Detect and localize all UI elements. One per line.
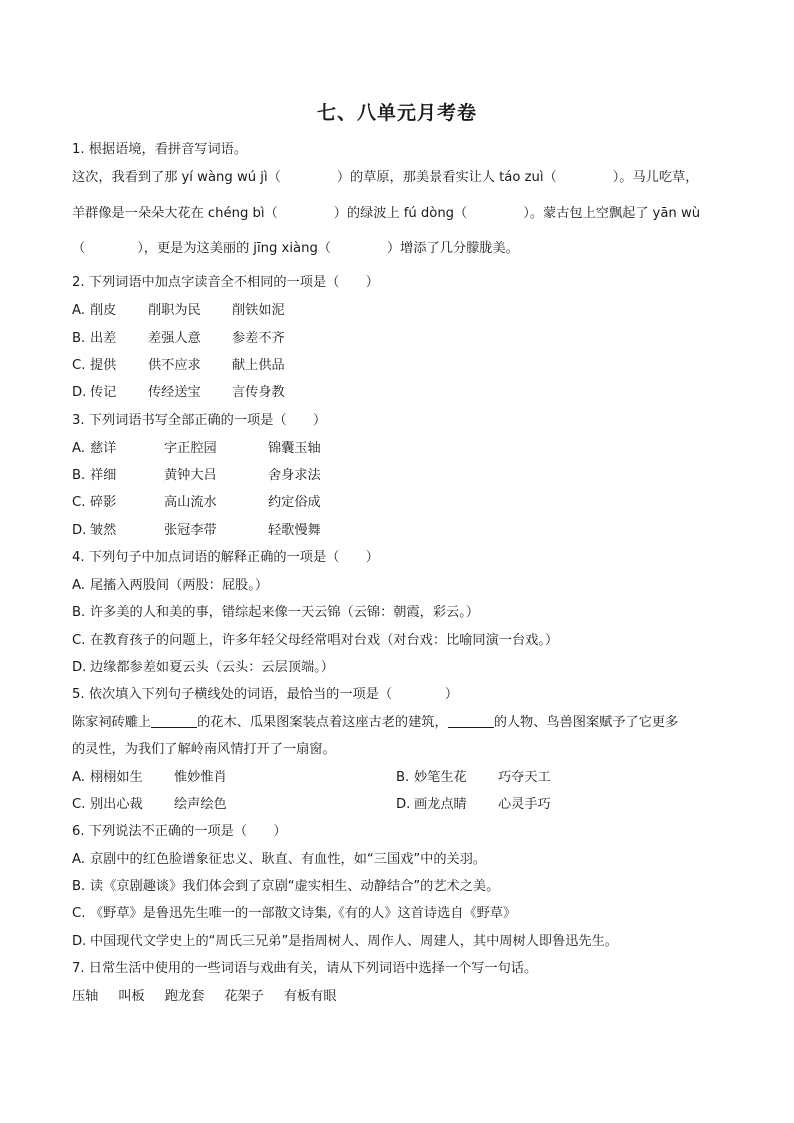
q5-sentence-line1: 陈家祠砖雕上 的花木、瓜果图案装点着这座古老的建筑， 的人物、鸟兽图案赋予了它更多 [72,715,679,730]
fill-blank-line[interactable] [151,714,197,728]
q5-stem: 5. 依次填入下列句子横线处的词语，最恰当的一项是（ ） [72,687,459,702]
q3-option-c[interactable]: C. 碎影 高山流水 约定俗成 [72,495,321,510]
q7-word-list [72,988,357,1006]
q3-option-a[interactable]: A. 慈详 字正腔园 锦囊玉轴 [72,441,321,456]
q5-option-d[interactable]: D. 画龙点睛 心灵手巧 [396,797,551,812]
q2-option-b[interactable]: B. 出差 差强人意 参差不齐 [72,331,285,346]
q6-option-d[interactable]: D. 中国现代文学史上的“周氏三兄弟”是指周树人、周作人、周建人，其中周树人即鲁迅先生。 [72,934,618,949]
q7-word: 叫板 [118,989,145,1004]
q4-option-c[interactable]: C. 在教育孩子的问题上，许多年轻父母经常唱对台戏（对台戏：比喻同演一台戏。） [72,633,559,648]
q6-option-a[interactable]: A. 京剧中的红色脸谱象征忠义、耿直、有血性，如“三国戏”中的关羽。 [72,852,487,867]
q4-option-d[interactable]: D. 边缘都参差如夏云头（云头：云层顶端。） [72,660,334,675]
q6-stem: 6. 下列说法不正确的一项是（ ） [72,824,287,839]
q7-word: 压轴 [72,989,99,1004]
q1-line1: 这次，我看到了那 yí wàng wú jì（ ）的草原，那美景看实让人 táo zuì（ ）。马儿吃草， [72,170,699,185]
q3-option-b[interactable]: B. 祥细 黄钟大吕 舍身求法 [72,468,321,483]
q6-option-c[interactable]: C. 《野草》是鲁迅先生唯一的一部散文诗集,《有的人》这首诗选自《野草》 [72,906,517,921]
q6-option-b[interactable]: B. 读《京剧趣谈》我们体会到了京剧“虚实相生、动静结合”的艺术之美。 [72,879,500,894]
q4-option-b[interactable]: B. 许多美的人和美的事，错综起来像一天云锦（云锦：朝霞，彩云。） [72,605,480,620]
q2-option-d[interactable]: D. 传记 传经送宝 言传身教 [72,385,285,400]
q7-word: 花架子 [224,989,264,1004]
q7-word: 有板有眼 [283,989,337,1004]
q7-stem: 7. 日常生活中使用的一些词语与戏曲有关，请从下列词语中选择一个写一句话。 [72,961,538,976]
q2-stem: 2. 下列词语中加点字读音全不相同的一项是（ ） [72,275,379,290]
q1-line3: （ ），更是为这美丽的 jīng xiàng（ ）增添了几分朦胧美。 [72,241,519,256]
q4-option-a[interactable]: A. 尾搐入两股间（两股：屁股。） [72,578,269,593]
fill-blank-line[interactable] [448,714,494,728]
q2-option-a[interactable]: A. 削皮 削职为民 削铁如泥 [72,303,285,318]
q2-option-c[interactable]: C. 提供 供不应求 献上供品 [72,358,285,373]
q5-sentence-line2: 的灵性，为我们了解岭南风情打开了一扇窗。 [72,742,336,757]
q5-option-c[interactable]: C. 别出心裁 绘声绘色 [72,797,227,812]
q7-word: 跑龙套 [164,989,205,1004]
q3-option-d[interactable]: D. 皱然 张冠李带 轻歌慢舞 [72,523,321,538]
q1-stem: 1. 根据语境，看拼音写词语。 [72,142,248,157]
page-title: 七、八单元月考卷 [316,102,477,124]
q3-stem: 3. 下列词语书写全部正确的一项是（ ） [72,413,327,428]
q5-option-b[interactable]: B. 妙笔生花 巧夺天工 [396,770,551,785]
q1-line2: 羊群像是一朵朵大花在 chéng bì（ ）的绿波上 fú dòng（ ）。蒙古包上空飘起了 yān wù [72,206,701,221]
q5-option-a[interactable]: A. 栩栩如生 惟妙惟肖 [72,770,227,785]
q4-stem: 4. 下列句子中加点词语的解释正确的一项是（ ） [72,550,379,565]
